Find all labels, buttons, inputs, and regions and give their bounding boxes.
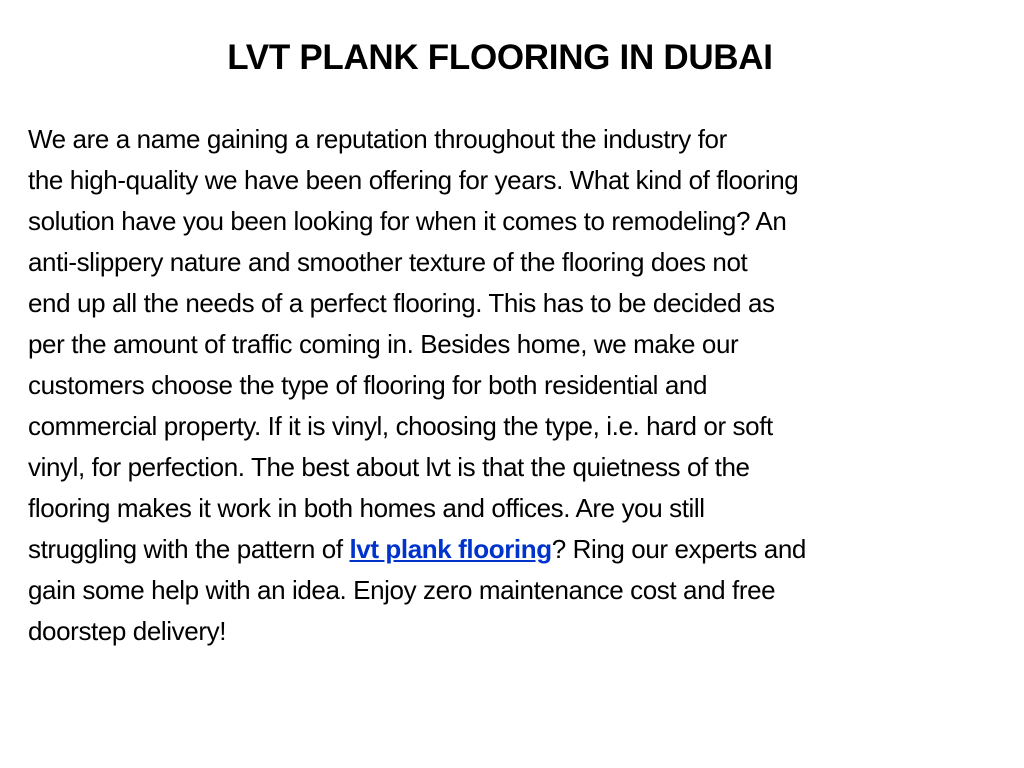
body-line: the high-quality we have been offering for years. What kind of flooring: [28, 165, 799, 195]
body-line: doorstep delivery!: [28, 616, 227, 646]
body-line: anti-slippery nature and smoother texture of the flooring does not: [28, 247, 748, 277]
body-line: gain some help with an idea. Enjoy zero maintenance cost and free: [28, 575, 776, 605]
body-line: vinyl, for perfection. The best about lvt is that the quietness of the: [28, 452, 750, 482]
body-line-with-link: [28, 534, 806, 564]
body-paragraph: [28, 119, 1006, 652]
body-line: solution have you been looking for when it comes to remodeling? An: [28, 206, 787, 236]
body-line: flooring makes it work in both homes and offices. Are you still: [28, 493, 705, 523]
body-line: commercial property. If it is vinyl, choosing the type, i.e. hard or soft: [28, 411, 773, 441]
body-line: end up all the needs of a perfect flooring. This has to be decided as: [28, 288, 775, 318]
body-line: We are a name gaining a reputation throughout the industry for: [28, 124, 727, 154]
lvt-plank-flooring-link[interactable]: lvt plank flooring: [349, 534, 552, 564]
page-title: LVT PLANK FLOORING IN DUBAI: [227, 38, 773, 77]
body-line-segment: struggling with the pattern of: [28, 534, 350, 564]
body-line-segment: ? Ring our experts and: [551, 534, 806, 564]
body-line: per the amount of traffic coming in. Besides home, we make our: [28, 329, 739, 359]
body-line: customers choose the type of flooring for both residential and: [28, 370, 708, 400]
